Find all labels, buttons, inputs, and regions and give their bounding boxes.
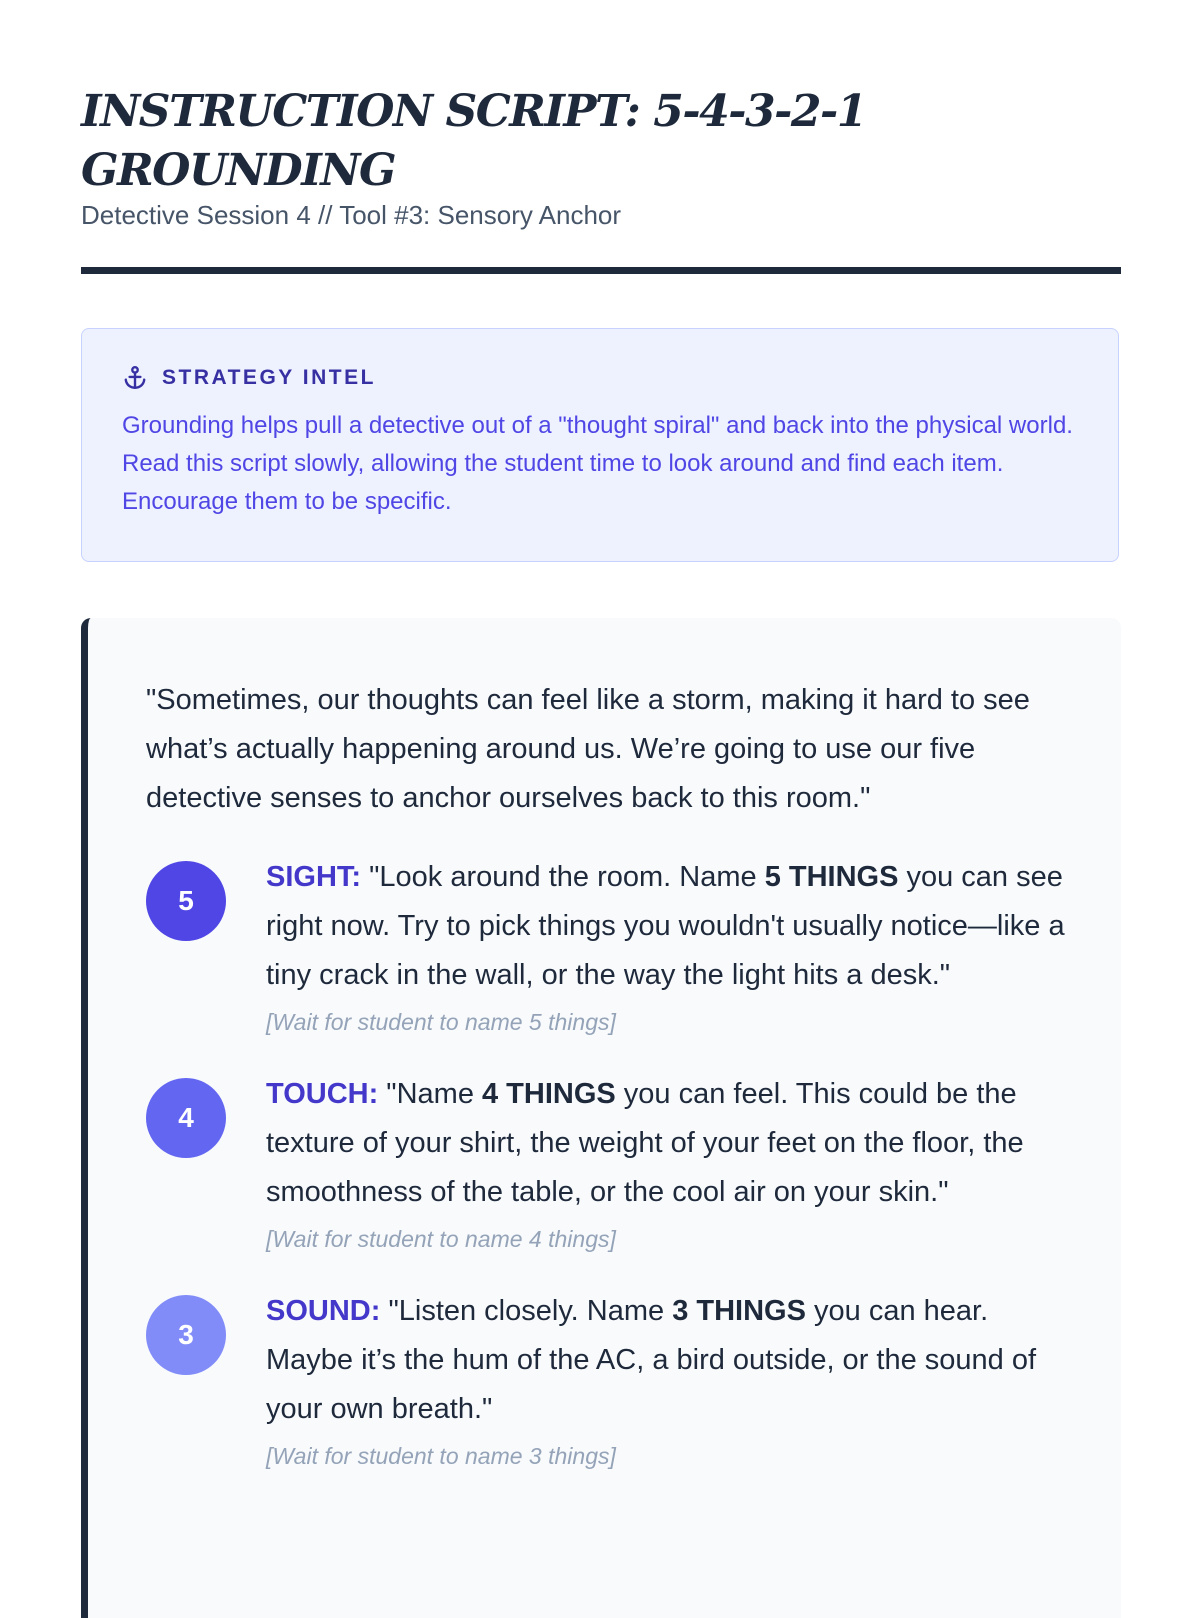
step-sight	[146, 861, 1066, 1040]
script-intro: "Sometimes, our thoughts can feel like a storm, making it hard to see what’s actually happening around us. We’re going to use our five detective senses to anchor ourselves back to this room."	[146, 684, 1030, 814]
step-text-rest: you can hear. Maybe it’s the hum of the AC, a bird outside, or the sound of your own breath."	[266, 1295, 1037, 1425]
strategy-intel-box	[81, 328, 1119, 562]
step-text-lead: "Look around the room. Name	[361, 861, 765, 893]
step-number-badge: 4	[146, 1078, 226, 1158]
wait-instruction: [Wait for student to name 4 things]	[266, 1226, 616, 1252]
anchor-icon	[122, 365, 148, 391]
sense-label: TOUCH:	[266, 1078, 379, 1110]
step-body	[266, 861, 1066, 1040]
step-number-badge: 5	[146, 861, 226, 941]
step-sound	[146, 1295, 1066, 1474]
step-text-rest: you can feel. This could be the texture of your shirt, the weight of your feet on the floor, the smoothness of the table, or the cool air on your skin."	[266, 1078, 1024, 1208]
sense-label: SIGHT:	[266, 861, 362, 893]
step-text-lead: "Name	[378, 1078, 482, 1110]
step-text-lead: "Listen closely. Name	[380, 1295, 673, 1327]
header-divider	[81, 267, 1121, 274]
wait-instruction: [Wait for student to name 5 things]	[266, 1009, 616, 1035]
script-panel	[81, 618, 1121, 1618]
step-text	[266, 1287, 1066, 1434]
document-header	[81, 82, 1121, 232]
step-text	[266, 1070, 1066, 1217]
wait-instruction: [Wait for student to name 3 things]	[266, 1443, 616, 1469]
sense-label: SOUND:	[266, 1295, 381, 1327]
page-title: INSTRUCTION SCRIPT: 5-4-3-2-1 GROUNDING	[81, 86, 866, 196]
step-emphasis: 3 THINGS	[672, 1295, 806, 1327]
strategy-intel-text: Grounding helps pull a detective out of a "thought spiral" and back into the physical world. Read this script slowly, allowing the student time to look around and find each item. Encourage them to be specific.	[122, 412, 1073, 515]
step-body	[266, 1295, 1066, 1474]
step-touch	[146, 1078, 1066, 1257]
step-text	[266, 853, 1066, 1000]
step-number-badge: 3	[146, 1295, 226, 1375]
strategy-intel-label: STRATEGY INTEL	[162, 366, 376, 389]
step-emphasis: 5 THINGS	[764, 861, 899, 893]
strategy-intel-header	[122, 363, 1078, 393]
page-subtitle: Detective Session 4 // Tool #3: Sensory Anchor	[81, 200, 622, 230]
step-body	[266, 1078, 1066, 1257]
step-emphasis: 4 THINGS	[482, 1078, 616, 1110]
step-text-rest: you can see right now. Try to pick things you wouldn't usually notice—like a tiny crack in the wall, or the way the light hits a desk."	[266, 861, 1065, 991]
